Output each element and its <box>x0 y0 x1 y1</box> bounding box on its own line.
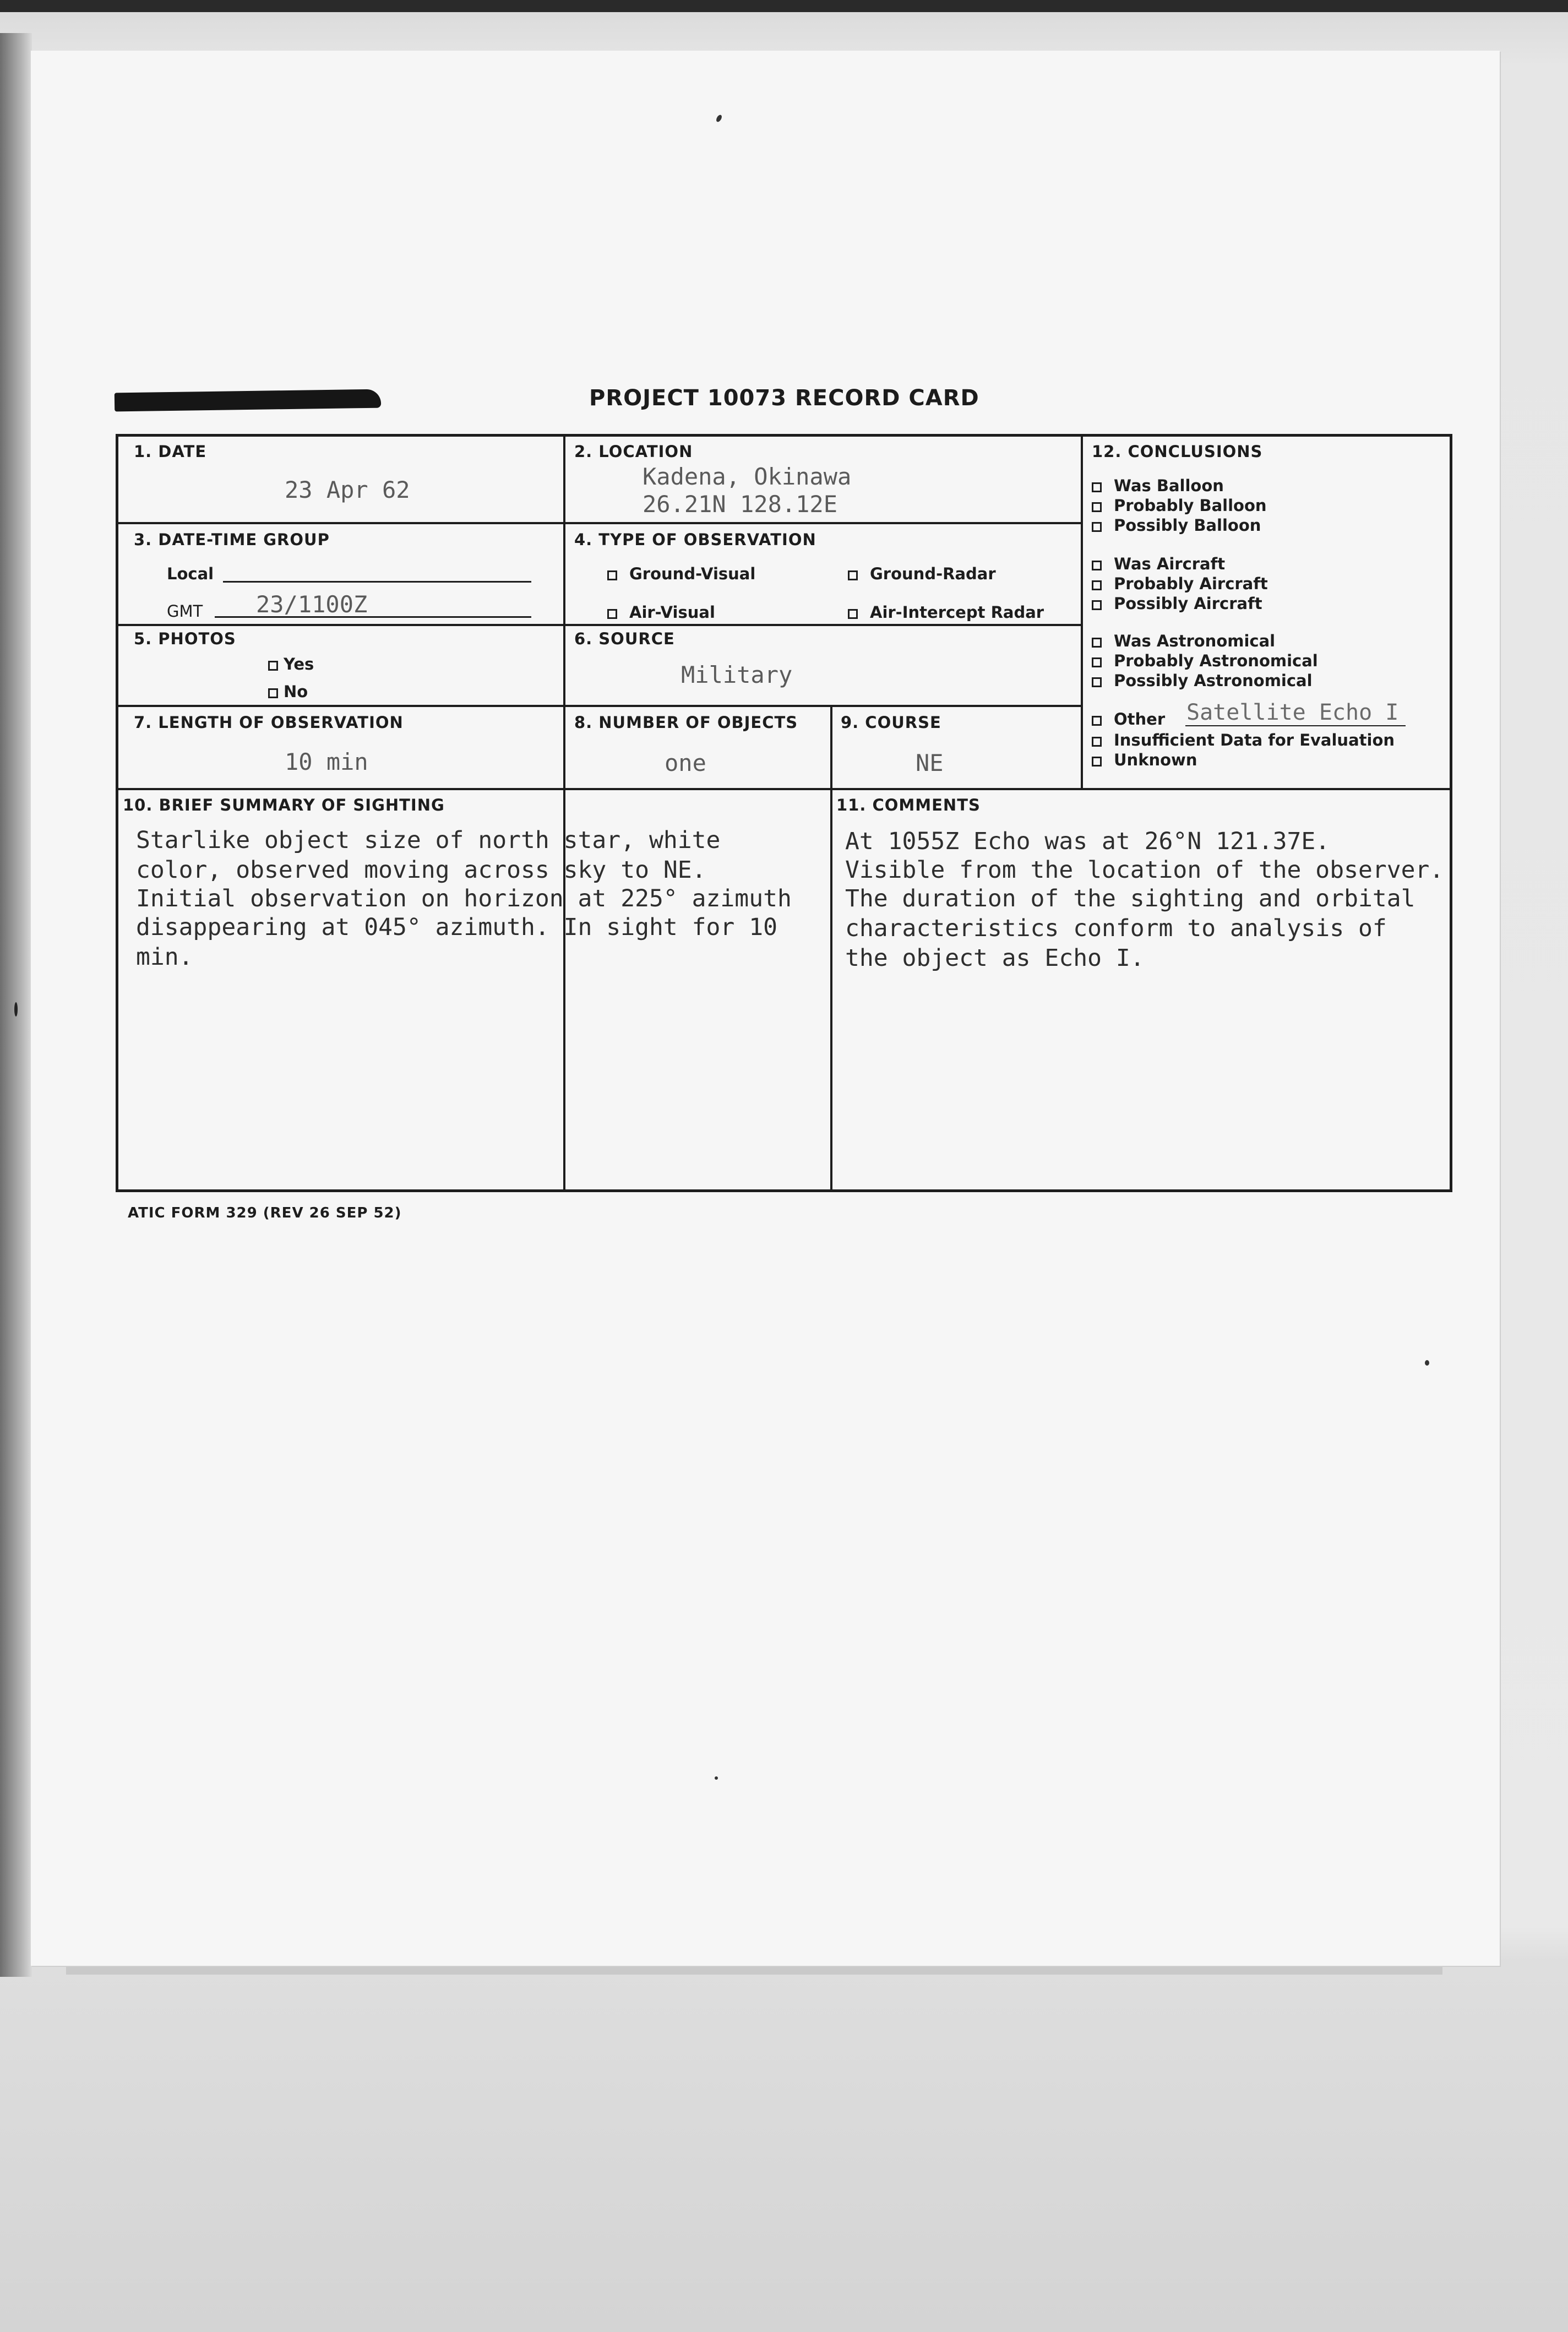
conclusions-label: 12. CONCLUSIONS <box>1092 442 1263 461</box>
summary-line: color, observed moving across sky to NE. <box>136 856 706 884</box>
checkbox[interactable] <box>1092 638 1102 648</box>
comments-line: The duration of the sighting and orbital <box>845 885 1415 912</box>
checkbox[interactable] <box>1092 716 1102 726</box>
length-of-observation-value: 10 min <box>285 748 368 775</box>
summary-line: min. <box>136 943 193 971</box>
conclusion-was-aircraft[interactable]: Was Aircraft <box>1092 555 1225 573</box>
grid-line <box>1081 437 1083 789</box>
checkbox[interactable] <box>1092 757 1102 767</box>
option-ground-radar[interactable]: Ground-Radar <box>848 564 996 583</box>
conclusion-unknown[interactable]: Unknown <box>1092 751 1197 769</box>
option-air-intercept-radar[interactable]: Air-Intercept Radar <box>848 603 1044 622</box>
scan-speck <box>1425 1360 1429 1366</box>
checkbox-ground-visual[interactable] <box>607 570 617 580</box>
other-underline <box>1185 725 1406 726</box>
redaction-mark <box>115 389 381 412</box>
checkbox-air-visual[interactable] <box>607 609 617 619</box>
conclusion-probably-balloon[interactable]: Probably Balloon <box>1092 496 1267 515</box>
summary-line: disappearing at 045° azimuth. In sight for 10 <box>136 914 777 941</box>
checkbox[interactable] <box>1092 502 1102 512</box>
comments-label: 11. COMMENTS <box>836 796 981 814</box>
checkbox-photos-yes[interactable] <box>268 661 278 671</box>
grid-line <box>118 705 1082 707</box>
location-line2: 26.21N 128.12E <box>643 491 838 518</box>
date-value: 23 Apr 62 <box>285 476 410 503</box>
checkbox[interactable] <box>1092 580 1102 590</box>
conclusion-probably-astronomical[interactable]: Probably Astronomical <box>1092 651 1318 670</box>
card-title: PROJECT 10073 RECORD CARD <box>589 385 979 411</box>
conclusion-insufficient-data[interactable]: Insufficient Data for Evaluation <box>1092 731 1395 749</box>
grid-line <box>118 522 1082 524</box>
scan-speck <box>14 1002 18 1016</box>
gmt-value: 23/1100Z <box>256 591 368 618</box>
course-value: NE <box>916 749 944 776</box>
checkbox-photos-no[interactable] <box>268 688 278 698</box>
checkbox[interactable] <box>1092 561 1102 570</box>
location-label: 2. LOCATION <box>574 442 693 461</box>
length-of-observation-label: 7. LENGTH OF OBSERVATION <box>134 713 404 732</box>
conclusion-probably-aircraft[interactable]: Probably Aircraft <box>1092 574 1268 593</box>
checkbox[interactable] <box>1092 677 1102 687</box>
checkbox[interactable] <box>1092 737 1102 747</box>
checkbox[interactable] <box>1092 482 1102 492</box>
conclusion-possibly-aircraft[interactable]: Possibly Aircraft <box>1092 594 1262 613</box>
photos-yes[interactable]: Yes <box>268 655 314 673</box>
course-label: 9. COURSE <box>841 713 941 732</box>
sheet-bottom-edge <box>66 1966 1442 1975</box>
location-line1: Kadena, Okinawa <box>643 463 852 490</box>
conclusion-other[interactable]: Other <box>1092 710 1165 729</box>
option-ground-visual[interactable]: Ground-Visual <box>607 564 755 583</box>
conclusion-was-balloon[interactable]: Was Balloon <box>1092 476 1224 495</box>
checkbox[interactable] <box>1092 600 1102 610</box>
comments-line: characteristics conform to analysis of <box>845 915 1387 942</box>
comments-line: Visible from the location of the observer. <box>845 856 1444 884</box>
local-label: Local <box>167 564 214 583</box>
photos-label: 5. PHOTOS <box>134 629 236 648</box>
grid-line <box>118 624 1082 626</box>
record-form <box>116 434 1452 1192</box>
conclusion-possibly-astronomical[interactable]: Possibly Astronomical <box>1092 671 1313 690</box>
conclusion-possibly-balloon[interactable]: Possibly Balloon <box>1092 516 1261 535</box>
type-of-observation-label: 4. TYPE OF OBSERVATION <box>574 530 816 549</box>
grid-line <box>830 705 832 1189</box>
summary-line: Initial observation on horizon at 225° azimuth <box>136 885 792 912</box>
summary-line: Starlike object size of north star, white <box>136 827 721 854</box>
comments-line: the object as Echo I. <box>845 944 1145 972</box>
date-time-group-label: 3. DATE-TIME GROUP <box>134 530 330 549</box>
photos-no[interactable]: No <box>268 682 308 701</box>
comments-line: At 1055Z Echo was at 26°N 121.37E. <box>845 828 1330 855</box>
grid-line <box>118 788 1450 790</box>
option-air-visual[interactable]: Air-Visual <box>607 603 715 622</box>
conclusion-was-astronomical[interactable]: Was Astronomical <box>1092 632 1275 650</box>
date-label: 1. DATE <box>134 442 207 461</box>
number-of-objects-value: one <box>665 749 706 776</box>
conclusion-other-value: Satellite Echo I <box>1186 700 1399 725</box>
gmt-label: GMT <box>167 602 203 621</box>
checkbox-ground-radar[interactable] <box>848 570 858 580</box>
number-of-objects-label: 8. NUMBER OF OBJECTS <box>574 713 798 732</box>
checkbox[interactable] <box>1092 657 1102 667</box>
form-number: ATIC FORM 329 (REV 26 SEP 52) <box>128 1205 402 1221</box>
checkbox[interactable] <box>1092 522 1102 532</box>
grid-line <box>563 437 565 1189</box>
source-value: Military <box>681 661 793 688</box>
scan-top-edge <box>0 0 1568 12</box>
scan-speck <box>715 1776 718 1780</box>
checkbox-air-intercept-radar[interactable] <box>848 609 858 619</box>
summary-label: 10. BRIEF SUMMARY OF SIGHTING <box>123 796 445 814</box>
local-underline <box>223 581 531 583</box>
source-label: 6. SOURCE <box>574 629 675 648</box>
